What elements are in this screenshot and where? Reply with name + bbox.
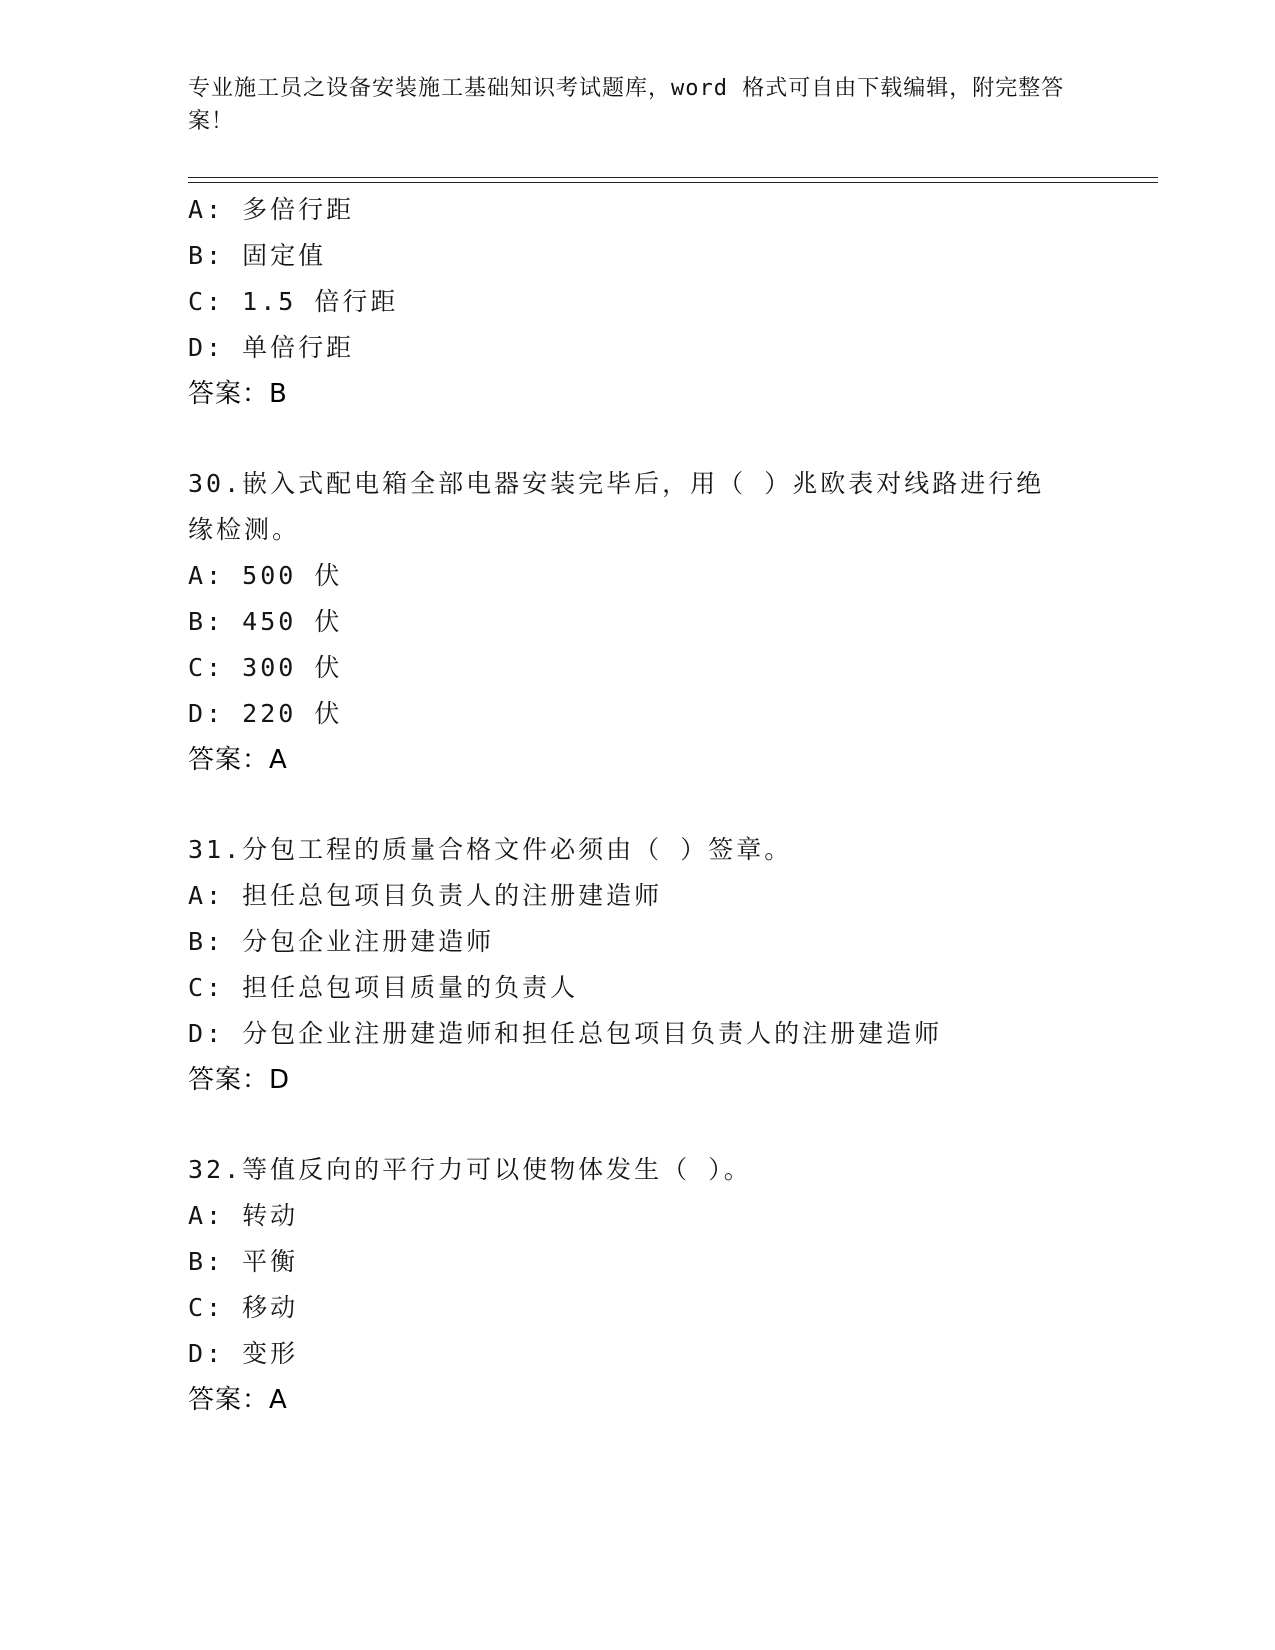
header-rule-bottom (188, 182, 1158, 183)
spacer (188, 417, 1088, 461)
document-header: 专业施工员之设备安装施工基础知识考试题库，word 格式可自由下载编辑，附完整答案！ (188, 76, 1065, 134)
spacer (188, 1103, 1088, 1147)
option-a: A: 多倍行距 (188, 195, 355, 224)
option-a: A: 担任总包项目负责人的注册建造师 (188, 881, 663, 910)
question-stem: 30.嵌入式配电箱全部电器安装完毕后，用（ ）兆欧表对线路进行绝缘检测。 (188, 469, 1045, 544)
option-d: D: 单倍行距 (188, 333, 355, 362)
answer: 答案：A (188, 1385, 288, 1415)
option-c: C: 移动 (188, 1293, 299, 1322)
spacer (188, 783, 1088, 827)
option-c: C: 担任总包项目质量的负责人 (188, 973, 579, 1002)
question-32 (188, 1147, 1088, 1423)
option-d: D: 分包企业注册建造师和担任总包项目负责人的注册建造师 (188, 1019, 943, 1048)
question-stem: 32.等值反向的平行力可以使物体发生（ ）。 (188, 1155, 752, 1184)
question-29-continued (188, 187, 1088, 417)
question-30 (188, 461, 1088, 783)
answer: 答案：A (188, 745, 288, 775)
option-a: A: 转动 (188, 1201, 299, 1230)
option-c: C: 1.5 倍行距 (188, 287, 399, 316)
option-b: B: 450 伏 (188, 607, 343, 636)
option-a: A: 500 伏 (188, 561, 343, 590)
option-b: B: 固定值 (188, 241, 327, 270)
question-content (188, 187, 1088, 1423)
option-b: B: 平衡 (188, 1247, 299, 1276)
question-stem: 31.分包工程的质量合格文件必须由（ ）签章。 (188, 835, 793, 864)
header-rule-top (188, 177, 1158, 178)
option-b: B: 分包企业注册建造师 (188, 927, 495, 956)
question-31 (188, 827, 1088, 1103)
option-d: D: 变形 (188, 1339, 299, 1368)
answer: 答案：D (188, 1065, 291, 1095)
answer: 答案：B (188, 379, 288, 409)
option-d: D: 220 伏 (188, 699, 343, 728)
option-c: C: 300 伏 (188, 653, 343, 682)
